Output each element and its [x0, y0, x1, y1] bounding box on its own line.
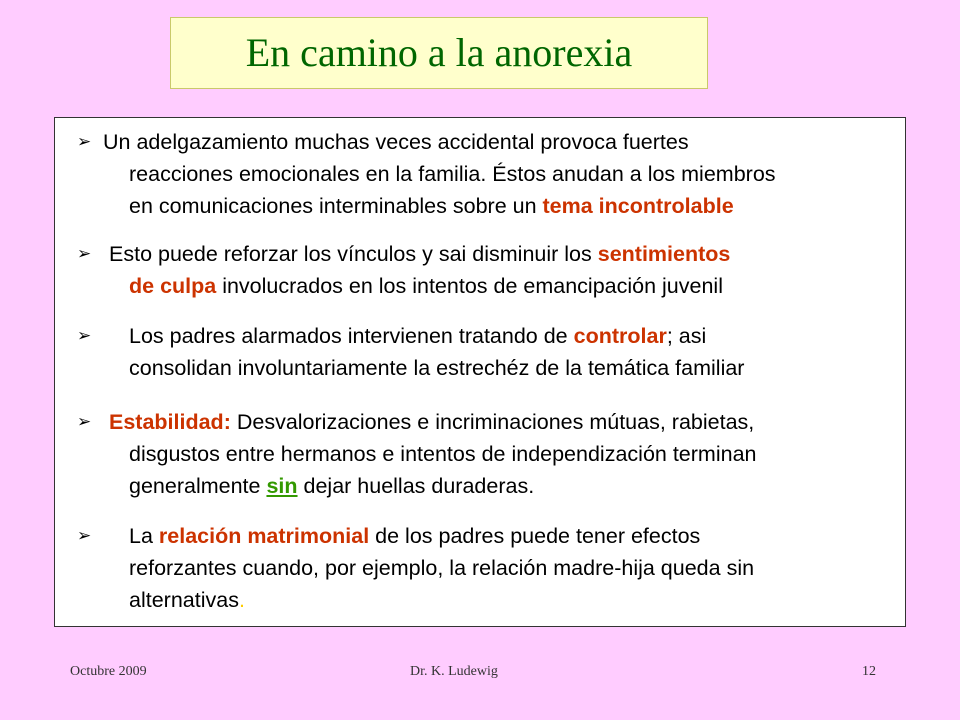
text-run: consolidan involuntariamente la estrechéz de la temática familiar: [129, 356, 745, 380]
text-run: La: [129, 524, 159, 548]
underlined-term: sin: [266, 474, 298, 498]
bullet-line: [103, 584, 754, 616]
bullet-line: [103, 270, 730, 302]
text-run: alternativas: [129, 588, 239, 612]
footer-page-number: 12: [862, 664, 876, 679]
text-run: Desvalorizaciones e incriminaciones mútuas, rabietas,: [230, 410, 755, 434]
highlighted-term: Estabilidad:: [109, 410, 231, 434]
bullet-line: [103, 190, 776, 222]
bullet-line: [103, 406, 756, 438]
arrow-bullet-icon: ➢: [77, 244, 92, 263]
content-box: [54, 117, 906, 627]
footer-author: Dr. K. Ludewig: [410, 664, 498, 679]
bullet-1-text: [103, 126, 776, 222]
arrow-bullet-icon: ➢: [77, 526, 92, 545]
bullet-line: [103, 438, 756, 470]
arrow-bullet-icon: ➢: [77, 412, 92, 431]
text-run: Un adelgazamiento muchas veces accidental provoca fuertes: [103, 130, 689, 154]
highlighted-term: relación matrimonial: [158, 524, 370, 548]
bullet-line: [103, 238, 730, 270]
bullet-line: [103, 158, 776, 190]
bullet-2-text: [103, 238, 730, 302]
arrow-bullet-icon: ➢: [77, 326, 92, 345]
text-run: reforzantes cuando, por ejemplo, la relación madre-hija queda sin: [129, 556, 755, 580]
bullet-line: [103, 552, 754, 584]
highlighted-term: de culpa: [129, 274, 217, 298]
text-run: Los padres alarmados intervienen tratando de: [129, 324, 574, 348]
bullet-5-text: [103, 520, 754, 616]
arrow-bullet-icon: ➢: [77, 132, 92, 151]
text-run: involucrados en los intentos de emancipación juvenil: [216, 274, 723, 298]
text-run: Esto puede reforzar los vínculos y sai disminuir los: [109, 242, 598, 266]
highlighted-term: tema incontrolable: [542, 194, 734, 218]
bullet-line: [103, 352, 744, 384]
text-run: reacciones emocionales en la familia. Éstos anudan a los miembros: [129, 162, 776, 186]
footer-date: Octubre 2009: [70, 664, 147, 679]
bullet-line: [103, 520, 754, 552]
text-run: en comunicaciones interminables sobre un: [129, 194, 543, 218]
bullet-line: [103, 320, 744, 352]
highlighted-term: sentimientos: [597, 242, 731, 266]
title-box: [170, 17, 708, 89]
highlighted-term: controlar: [573, 324, 667, 348]
text-run: de los padres puede tener efectos: [369, 524, 701, 548]
text-run: .: [238, 588, 245, 612]
bullet-line: [103, 470, 756, 502]
bullet-4-text: [103, 406, 756, 502]
text-run: generalmente: [129, 474, 267, 498]
slide-title: En camino a la anorexia: [245, 30, 633, 75]
text-run: dejar huellas duraderas.: [297, 474, 535, 498]
text-run: disgustos entre hermanos e intentos de independización terminan: [129, 442, 757, 466]
bullet-line: [103, 126, 776, 158]
bullet-3-text: [103, 320, 744, 384]
text-run: ; asi: [666, 324, 707, 348]
